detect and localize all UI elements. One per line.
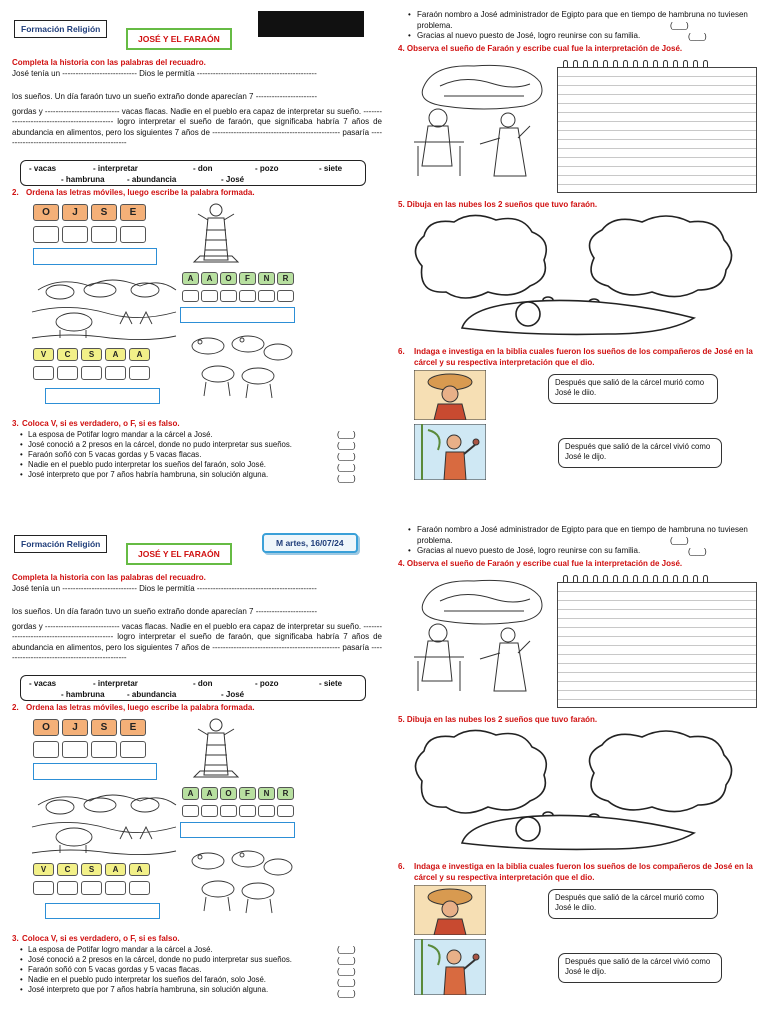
word-hambruna: - hambruna xyxy=(61,175,105,184)
sec3-number: 3. xyxy=(12,419,19,428)
answer-field-2[interactable] xyxy=(180,307,295,323)
letter-slot[interactable] xyxy=(105,881,126,895)
notebook-answer-area[interactable] xyxy=(557,67,757,193)
letter-tile[interactable]: A xyxy=(182,272,199,285)
sec6-number: 6. xyxy=(398,862,405,871)
story-line-1: José tenía un ---------------------------- Dios le permitía --------------------------------------------- xyxy=(12,584,317,593)
letter-tile[interactable]: S xyxy=(81,348,102,361)
letter-slot[interactable] xyxy=(33,881,54,895)
letter-tile[interactable]: A xyxy=(201,272,218,285)
sec3-number: 3. xyxy=(12,934,19,943)
tf-answer-slot[interactable]: (___) xyxy=(337,967,356,976)
sec2-heading: Ordena las letras móviles, luego escribe la palabra formada. xyxy=(26,703,255,712)
blanks-word-3 xyxy=(33,881,150,895)
subject-label: Formación Religión xyxy=(14,535,107,553)
letter-slot[interactable] xyxy=(129,881,150,895)
letter-slot[interactable] xyxy=(201,290,218,302)
baker-prisoner-picture xyxy=(414,370,486,420)
letters-word-1 xyxy=(33,204,146,221)
letter-slot[interactable] xyxy=(277,805,294,817)
tf-item: • Gracias al nuevo puesto de José, logro reunirse con su familia. xyxy=(408,31,758,42)
letters-word-2 xyxy=(182,787,294,800)
tf-item: • Faraón soñó con 5 vacas gordas y 5 vacas flacas. xyxy=(20,450,292,460)
tf-item: • Faraón soñó con 5 vacas gordas y 5 vacas flacas. xyxy=(20,965,292,975)
letter-slot[interactable] xyxy=(258,290,275,302)
letter-tile[interactable]: S xyxy=(81,863,102,876)
letter-tile[interactable]: A xyxy=(129,348,150,361)
cupbearer-prisoner-picture xyxy=(414,424,486,480)
dream-clouds-drawing-area[interactable] xyxy=(398,725,768,853)
cupbearer-prisoner-picture xyxy=(414,939,486,995)
letter-tile[interactable]: F xyxy=(239,272,256,285)
tf-item: • Nadie en el pueblo pudo interpretar los sueños del faraón, solo José. xyxy=(20,975,292,985)
tf-answer-slot[interactable]: (___) xyxy=(337,474,356,483)
sec2-number: 2. xyxy=(12,703,19,712)
word-bank xyxy=(20,675,366,701)
sec3-heading: Coloca V, si es verdadero, o F, si es falso. xyxy=(22,419,180,428)
tf-answer-slot[interactable]: (___) xyxy=(337,430,356,439)
tf-item: • José interpreto que por 7 años habría hambruna, sin solución alguna. xyxy=(20,470,292,480)
sec6-number: 6. xyxy=(398,347,405,356)
tf-answer-slot[interactable]: (___) xyxy=(670,21,689,30)
letter-slot[interactable] xyxy=(220,805,237,817)
letter-tile[interactable]: R xyxy=(277,272,294,285)
letter-slot[interactable] xyxy=(239,290,256,302)
letter-tile[interactable]: N xyxy=(258,787,275,800)
tf-answer-slot[interactable]: (___) xyxy=(337,463,356,472)
letter-slot[interactable] xyxy=(120,741,146,758)
pharaoh-dream-illustration xyxy=(404,56,550,184)
letter-tile[interactable]: A xyxy=(129,863,150,876)
sec4-heading: 4. Observa el sueño de Faraón y escribe cual fue la interpretación de José. xyxy=(398,44,683,53)
letter-slot[interactable] xyxy=(182,290,199,302)
letter-slot[interactable] xyxy=(81,881,102,895)
letter-tile[interactable]: C xyxy=(57,863,78,876)
letter-slot[interactable] xyxy=(62,741,88,758)
tf-item: • La esposa de Potifar logro mandar a la cárcel a José. xyxy=(20,430,292,440)
thin-cows-illustration xyxy=(178,326,298,406)
letter-tile[interactable]: A xyxy=(182,787,199,800)
tf-answer-slot[interactable]: (___) xyxy=(337,441,356,450)
letter-tile[interactable]: A xyxy=(105,863,126,876)
tf-answer-slot[interactable]: (___) xyxy=(688,32,707,41)
sec5-heading: 5. Dibuja en las nubes los 2 sueños que tuvo faraón. xyxy=(398,200,598,209)
letter-tile[interactable]: O xyxy=(220,787,237,800)
letter-tile[interactable]: O xyxy=(33,204,59,221)
letter-tile[interactable]: O xyxy=(33,719,59,736)
blanks-word-1 xyxy=(33,226,146,243)
blanks-word-3 xyxy=(33,366,150,380)
letter-tile[interactable]: J xyxy=(62,204,88,221)
answer-field-1[interactable] xyxy=(33,763,157,780)
tf-answer-slot[interactable]: (___) xyxy=(337,945,356,954)
word-abundancia: - abundancia xyxy=(127,690,177,699)
tf-answer-slot[interactable]: (___) xyxy=(670,536,689,545)
letters-word-3 xyxy=(33,863,150,876)
jose-coat-illustration xyxy=(188,200,244,266)
letter-tile[interactable]: F xyxy=(239,787,256,800)
letter-tile[interactable]: S xyxy=(91,204,117,221)
letter-slot[interactable] xyxy=(33,366,54,380)
tf-answer-slot[interactable]: (___) xyxy=(337,978,356,987)
sec2-heading: Ordena las letras móviles, luego escribe la palabra formada. xyxy=(26,188,255,197)
letter-tile[interactable]: R xyxy=(277,787,294,800)
tf-answer-slot[interactable]: (___) xyxy=(337,956,356,965)
letter-slot[interactable] xyxy=(277,290,294,302)
answer-field-2[interactable] xyxy=(180,822,295,838)
sec2-number: 2. xyxy=(12,188,19,197)
story-paragraph: gordas y ---------------------------- vacas flacas. Nadie en el pueblo era capaz de interpretar su sueño. --------------------------------------------- logro interpretar el sueño de faraón, que significaba habría 7 años de abundancia en alimentos, pero los siguientes 7 años de ------------------------------------------------ pasaría ----------------------------------------------- xyxy=(12,622,382,662)
letter-slot[interactable] xyxy=(91,226,117,243)
word-jose: - José xyxy=(221,690,245,699)
letters-word-1 xyxy=(33,719,146,736)
tf-answer-slot[interactable]: (___) xyxy=(688,547,707,556)
cows-by-river-illustration xyxy=(30,787,178,859)
letter-slot[interactable] xyxy=(105,366,126,380)
interpretation-box-2: Después que salió de la cárcel vivió como José le dijo. xyxy=(558,953,722,983)
tf-item: • José conoció a 2 presos en la cárcel, donde no pudo interpretar sus sueños. xyxy=(20,440,292,450)
blanks-word-1 xyxy=(33,741,146,758)
letter-slot[interactable] xyxy=(182,805,199,817)
word-pozo: - pozo xyxy=(255,679,279,688)
sec6-heading: Indaga e investiga en la biblia cuales fueron los sueños de los compañeros de José en la cárcel y su respectiva interpretación que el dio. xyxy=(414,347,753,367)
tf-item: • Faraón nombro a José administrador de Egipto para que en tiempo de hambruna no tuviesen problema. xyxy=(408,525,758,546)
sec3-heading: Coloca V, si es verdadero, o F, si es falso. xyxy=(22,934,180,943)
letter-tile[interactable]: A xyxy=(201,787,218,800)
letter-tile[interactable]: C xyxy=(57,348,78,361)
word-jose: - José xyxy=(221,175,245,184)
worksheet-title: JOSÉ Y EL FARAÓN xyxy=(126,543,232,565)
thin-cows-illustration xyxy=(178,841,298,921)
sec6-heading: Indaga e investiga en la biblia cuales fueron los sueños de los compañeros de José en la cárcel y su respectiva interpretación que el dio. xyxy=(414,862,753,882)
letters-word-3 xyxy=(33,348,150,361)
answer-field-3[interactable] xyxy=(45,903,160,919)
cows-by-river-illustration xyxy=(30,272,178,344)
letter-slot[interactable] xyxy=(120,226,146,243)
jose-coat-illustration xyxy=(188,715,244,781)
sec5-heading: 5. Dibuja en las nubes los 2 sueños que tuvo faraón. xyxy=(398,715,598,724)
letter-slot[interactable] xyxy=(220,290,237,302)
letter-slot[interactable] xyxy=(57,366,78,380)
worksheet-copy-1 xyxy=(0,0,768,512)
tf-answer-slot[interactable]: (___) xyxy=(337,452,356,461)
letter-tile[interactable]: A xyxy=(105,348,126,361)
letter-slot[interactable] xyxy=(62,226,88,243)
letter-tile[interactable]: J xyxy=(62,719,88,736)
story-line-2: los sueños. Un día faraón tuvo un sueño extraño donde aparecían 7 ----------------------- xyxy=(12,92,317,101)
interpretation-box-1: Después que salió de la cárcel murió como José le diio. xyxy=(548,889,718,919)
worksheet-copy-2 xyxy=(0,515,768,1027)
word-vacas: - vacas xyxy=(29,164,57,173)
letter-slot[interactable] xyxy=(81,366,102,380)
letter-tile[interactable]: O xyxy=(220,272,237,285)
baker-prisoner-picture xyxy=(414,885,486,935)
letter-slot[interactable] xyxy=(258,805,275,817)
word-siete: - siete xyxy=(319,164,343,173)
true-false-list xyxy=(20,945,292,995)
worksheet-title: JOSÉ Y EL FARAÓN xyxy=(126,28,232,50)
letter-slot[interactable] xyxy=(201,805,218,817)
interpretation-box-1: Después que salió de la cárcel murió como José le diio. xyxy=(548,374,718,404)
story-line-2: los sueños. Un día faraón tuvo un sueño extraño donde aparecían 7 ----------------------- xyxy=(12,607,317,616)
sec1-heading: Completa la historia con las palabras del recuadro. xyxy=(12,58,206,67)
letter-tile[interactable]: E xyxy=(120,204,146,221)
subject-label: Formación Religión xyxy=(14,20,107,38)
answer-field-1[interactable] xyxy=(33,248,157,265)
letter-tile[interactable]: V xyxy=(33,348,54,361)
blanks-word-2 xyxy=(182,805,294,817)
word-don: - don xyxy=(193,164,213,173)
date-badge: M artes, 16/07/24 xyxy=(262,533,358,553)
word-interpretar: - interpretar xyxy=(93,164,138,173)
word-vacas: - vacas xyxy=(29,679,57,688)
sec1-heading: Completa la historia con las palabras del recuadro. xyxy=(12,573,206,582)
redacted-name-block xyxy=(258,11,364,37)
story-paragraph: gordas y ---------------------------- vacas flacas. Nadie en el pueblo era capaz de interpretar su sueño. --------------------------------------------- logro interpretar el sueño de faraón, que significaba habría 7 años de abundancia en alimentos, pero los siguientes 7 años de ------------------------------------------------ pasaría ----------------------------------------------- xyxy=(12,107,382,147)
letter-slot[interactable] xyxy=(239,805,256,817)
word-interpretar: - interpretar xyxy=(93,679,138,688)
word-don: - don xyxy=(193,679,213,688)
blanks-word-2 xyxy=(182,290,294,302)
tf-answer-slot[interactable]: (___) xyxy=(337,989,356,998)
letter-tile[interactable]: N xyxy=(258,272,275,285)
letter-slot[interactable] xyxy=(57,881,78,895)
story-line-1: José tenía un ---------------------------- Dios le permitía --------------------------------------------- xyxy=(12,69,317,78)
letter-tile[interactable]: V xyxy=(33,863,54,876)
interpretation-box-2: Después que salió de la cárcel vivió como José le dijo. xyxy=(558,438,722,468)
letter-slot[interactable] xyxy=(129,366,150,380)
letter-slot[interactable] xyxy=(33,226,59,243)
letter-slot[interactable] xyxy=(91,741,117,758)
letter-tile[interactable]: S xyxy=(91,719,117,736)
notebook-answer-area[interactable] xyxy=(557,582,757,708)
tf-item: • José interpreto que por 7 años habría hambruna, sin solución alguna. xyxy=(20,985,292,995)
word-hambruna: - hambruna xyxy=(61,690,105,699)
letters-word-2 xyxy=(182,272,294,285)
tf-item: • La esposa de Potifar logro mandar a la cárcel a José. xyxy=(20,945,292,955)
tf-item: • Gracias al nuevo puesto de José, logro reunirse con su familia. xyxy=(408,546,758,557)
tf-item: • José conoció a 2 presos en la cárcel, donde no pudo interpretar sus sueños. xyxy=(20,955,292,965)
word-bank xyxy=(20,160,366,186)
true-false-list xyxy=(20,430,292,480)
word-abundancia: - abundancia xyxy=(127,175,177,184)
letter-tile[interactable]: E xyxy=(120,719,146,736)
tf-item: • Nadie en el pueblo pudo interpretar los sueños del faraón, solo José. xyxy=(20,460,292,470)
sec4-heading: 4. Observa el sueño de Faraón y escribe cual fue la interpretación de José. xyxy=(398,559,683,568)
tf-item: • Faraón nombro a José administrador de Egipto para que en tiempo de hambruna no tuviesen problema. xyxy=(408,10,758,31)
pharaoh-dream-illustration xyxy=(404,571,550,699)
dream-clouds-drawing-area[interactable] xyxy=(398,210,768,338)
answer-field-3[interactable] xyxy=(45,388,160,404)
word-pozo: - pozo xyxy=(255,164,279,173)
letter-slot[interactable] xyxy=(33,741,59,758)
word-siete: - siete xyxy=(319,679,343,688)
